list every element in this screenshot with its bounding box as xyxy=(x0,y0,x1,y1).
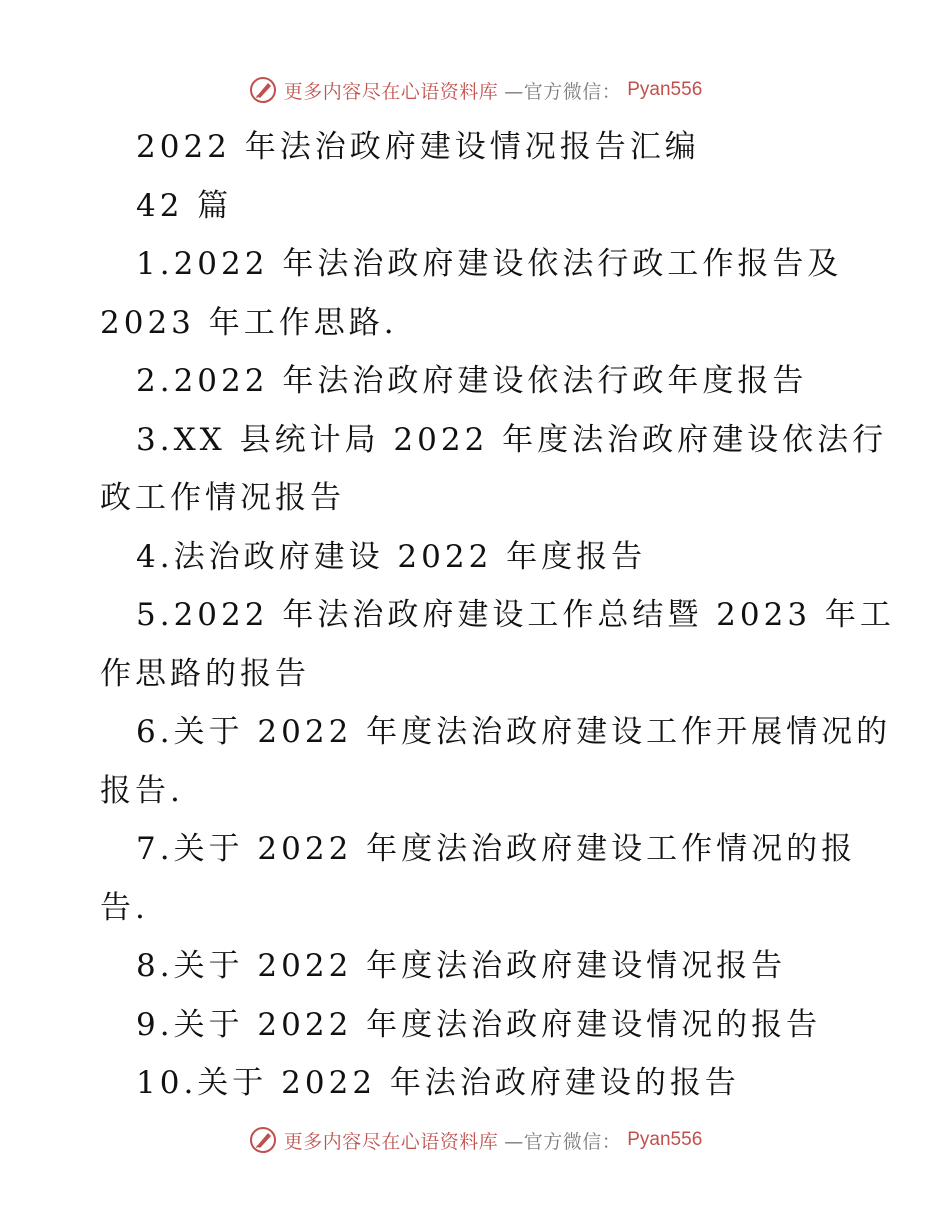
list-item: 10.关于 2022 年法治政府建设的报告 xyxy=(136,1065,740,1101)
pen-quill-logo-icon xyxy=(248,1125,278,1155)
footer-watermark xyxy=(0,1120,950,1160)
list-item: 2.2022 年法治政府建设依法行政年度报告 xyxy=(136,363,808,399)
watermark-separator: —官方微信： xyxy=(504,80,622,103)
header-watermark xyxy=(0,70,950,110)
list-item-continuation: 2023 年工作思路. xyxy=(100,304,398,341)
list-item: 7.关于 2022 年度法治政府建设工作情况的报 xyxy=(136,831,857,867)
list-item: 6.关于 2022 年度法治政府建设工作开展情况的 xyxy=(136,714,892,750)
watermark-text: 更多内容尽在心语资料库 xyxy=(283,1130,499,1153)
watermark-text: 更多内容尽在心语资料库 xyxy=(283,80,499,103)
document-subtitle: 42 篇 xyxy=(136,187,233,224)
watermark-separator: —官方微信： xyxy=(504,1130,622,1153)
pen-quill-logo-icon xyxy=(248,75,278,105)
document-title: 2022 年法治政府建设情况报告汇编 xyxy=(136,129,700,165)
list-item: 5.2022 年法治政府建设工作总结暨 2023 年工 xyxy=(136,597,895,633)
list-item: 4.法治政府建设 2022 年度报告 xyxy=(136,538,647,575)
list-item-continuation: 政工作情况报告 xyxy=(100,480,345,516)
list-item: 1.2022 年法治政府建设依法行政工作报告及 xyxy=(136,246,843,282)
document-body xyxy=(100,118,895,1113)
watermark-wechat-id: Pyan556 xyxy=(627,79,703,100)
watermark-wechat-id: Pyan556 xyxy=(627,1129,703,1150)
list-item-continuation: 作思路的报告 xyxy=(100,655,310,692)
list-item-continuation: 报告. xyxy=(100,772,184,809)
list-item-continuation: 告. xyxy=(100,889,149,926)
list-item: 9.关于 2022 年度法治政府建设情况的报告 xyxy=(136,1006,822,1043)
list-item: 8.关于 2022 年度法治政府建设情况报告 xyxy=(136,948,787,984)
list-item: 3.XX 县统计局 2022 年度法治政府建设依法行 xyxy=(136,421,888,458)
